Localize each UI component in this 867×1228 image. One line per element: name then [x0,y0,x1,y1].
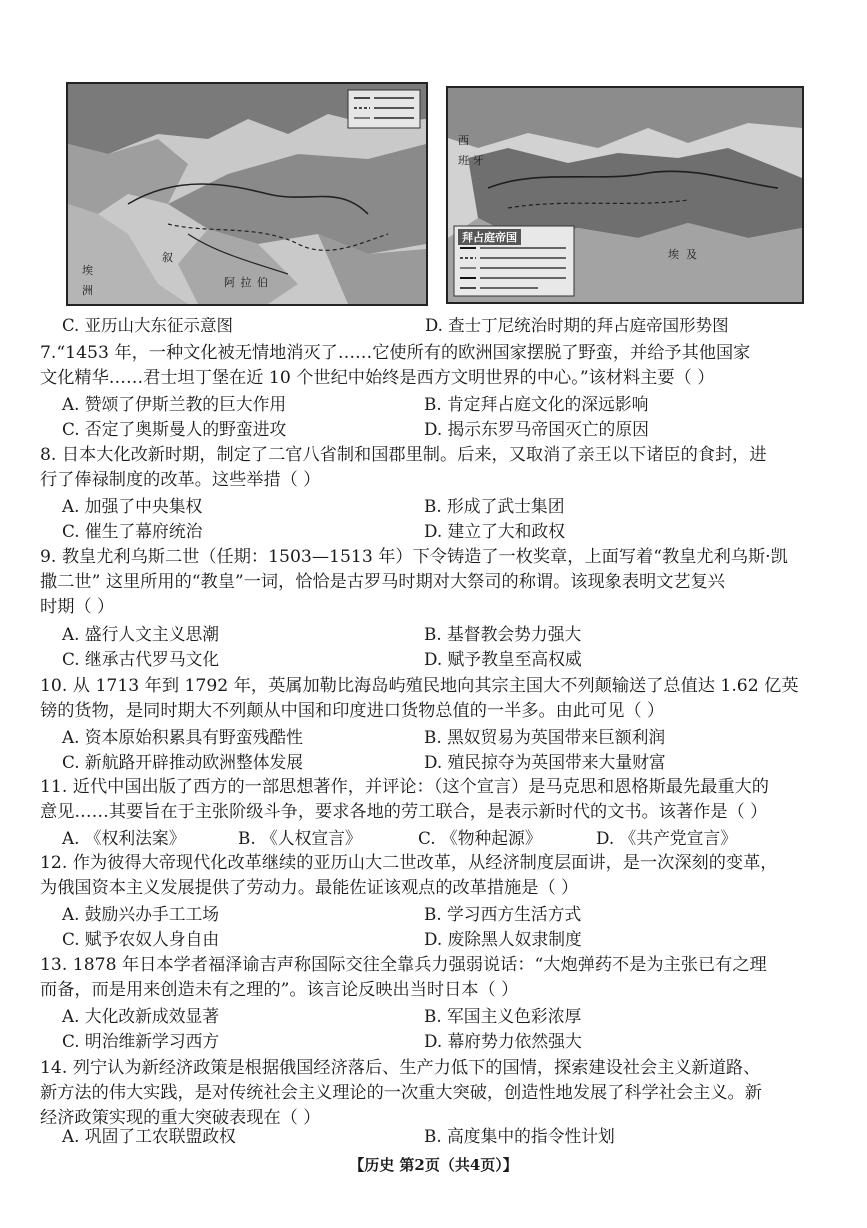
q9-stem-line-1: 9. 教皇尤利乌斯二世（任期：1503—1513 年）下令铸造了一枚奖章，上面写着“教皇尤利乌斯·凯 [40,547,788,567]
q12-stem-line-2: 为俄国资本主义发展提供了劳动力。最能佐证该观点的改革措施是（ ） [40,878,579,898]
q10-stem-line-1: 10. 从 1713 年到 1792 年，英属加勒比海岛屿殖民地向其宗主国大不列颠输送了总值达 1.62 亿英 [40,676,799,696]
q9-stem-line-3: 时期（ ） [40,597,115,617]
map-label-west: 西 [458,134,469,147]
byzantine-empire-map [446,86,804,304]
map-label-egypt: 埃 [82,264,93,277]
map-label-continent: 洲 [82,284,93,297]
map-label-arabia: 阿 拉 伯 [224,276,269,289]
q13-option-d: D. 幕府势力依然强大 [424,1031,582,1051]
q13-option-b: B. 军国主义色彩浓厚 [424,1006,582,1026]
option-c-caption: C. 亚历山大东征示意图 [62,316,234,335]
q14-stem-line-3: 经济政策实现的重大突破表现在（ ） [40,1108,321,1128]
q12-option-a: A. 鼓励兴办手工工场 [62,904,220,924]
option-d-caption: D. 查士丁尼统治时期的拜占庭帝国形势图 [425,316,729,335]
q11-option-c: C. 《物种起源》 [418,828,542,848]
q12-stem-line-1: 12. 作为彼得大帝现代化改革继续的亚历山大二世改革，从经济制度层面讲，是一次深刻的变革， [40,853,778,873]
q12-option-c: C. 赋予农奴人身自由 [62,929,220,949]
q8-stem-line-1: 8. 日本大化改新时期，制定了二官八省制和国郡里制。后来，又取消了亲王以下诸臣的食封，进 [40,445,767,465]
map-label-egypt-e: 埃 [668,248,679,261]
alexander-campaign-map [66,82,428,306]
q9-option-a: A. 盛行人文主义思潮 [62,624,220,644]
q10-option-c: C. 新航路开辟推动欧洲整体发展 [62,752,304,772]
q13-stem-line-2: 而备，而是用来创造未有之理的”。该言论反映出当时日本（ ） [40,980,519,1000]
q8-option-b: B. 形成了武士集团 [424,496,565,516]
q9-stem-line-2: 撒二世” 这里所用的“教皇”一词，恰恰是古罗马时期对大祭司的称谓。该现象表明文艺复兴 [40,572,725,592]
q13-option-c: C. 明治维新学习西方 [62,1031,220,1051]
map-label-spain: 班 牙 [458,154,484,167]
q7-stem-line-2: 文化精华……君士坦丁堡在近 10 个世纪中始终是西方文明世界的中心。”该材料主要（ ） [40,368,715,388]
q14-option-b: B. 高度集中的指令性计划 [424,1126,615,1146]
q14-option-a: A. 巩固了工农联盟政权 [62,1126,236,1146]
map-title: 拜占庭帝国 [458,229,521,245]
q8-stem-line-2: 行了俸禄制度的改革。这些举措（ ） [40,470,321,490]
q12-option-d: D. 废除黑人奴隶制度 [424,929,582,949]
q8-option-a: A. 加强了中央集权 [62,496,203,516]
q13-stem-line-1: 13. 1878 年日本学者福泽谕吉声称国际交往全靠兵力强弱说话：“大炮弹药不是为主张已有之理 [40,955,767,975]
page-footer: 【历史 第2页（共4页）】 [349,1156,518,1174]
q7-option-c: C. 否定了奥斯曼人的野蛮进攻 [62,419,287,439]
q9-option-d: D. 赋予教皇至高权威 [424,649,582,669]
q7-stem-line-1: 7.“1453 年，一种文化被无情地消灭了……它使所有的欧洲国家摆脱了野蛮，并给予其他国家 [40,343,751,363]
byzantine-map-graphic [448,88,802,302]
q10-stem-line-2: 镑的货物，是同时期大不列颠从中国和印度进口货物总值的一半多。由此可见（ ） [40,701,665,721]
q10-option-b: B. 黑奴贸易为英国带来巨额利润 [424,727,666,747]
q10-option-d: D. 殖民掠夺为英国带来大量财富 [424,752,666,772]
q8-option-c: C. 催生了幕府统治 [62,521,203,541]
alexander-map-graphic [68,84,426,304]
q7-option-b: B. 肯定拜占庭文化的深远影响 [424,394,649,414]
q9-option-b: B. 基督教会势力强大 [424,624,582,644]
q8-option-d: D. 建立了大和政权 [424,521,565,541]
q11-option-b: B. 《人权宣言》 [238,828,362,848]
q7-option-a: A. 赞颂了伊斯兰教的巨大作用 [62,394,287,414]
q14-stem-line-2: 新方法的伟大实践，是对传统社会主义理论的一次重大突破，创造性地发展了科学社会主义。新 [40,1083,762,1103]
q12-option-b: B. 学习西方生活方式 [424,904,582,924]
q11-option-a: A. 《权利法案》 [62,828,186,848]
map-label-egypt-ji: 及 [686,248,697,261]
q9-option-c: C. 继承古代罗马文化 [62,649,220,669]
q11-option-d: D. 《共产党宣言》 [596,828,737,848]
q14-stem-line-1: 14. 列宁认为新经济政策是根据俄国经济落后、生产力低下的国情，探索建设社会主义新道路、 [40,1058,761,1078]
q10-option-a: A. 资本原始积累具有野蛮残酷性 [62,727,303,747]
q13-option-a: A. 大化改新成效显著 [62,1006,220,1026]
q7-option-d: D. 揭示东罗马帝国灭亡的原因 [424,419,649,439]
q11-stem-line-1: 11. 近代中国出版了西方的一部思想著作，并评论：（这个宣言）是马克思和恩格斯最先最重大的 [40,777,769,797]
q11-stem-line-2: 意见……其要旨在于主张阶级斗争，要求各地的劳工联合，是表示新时代的文书。该著作是（ ） [40,802,768,822]
map-label-syria: 叙 [162,251,173,264]
